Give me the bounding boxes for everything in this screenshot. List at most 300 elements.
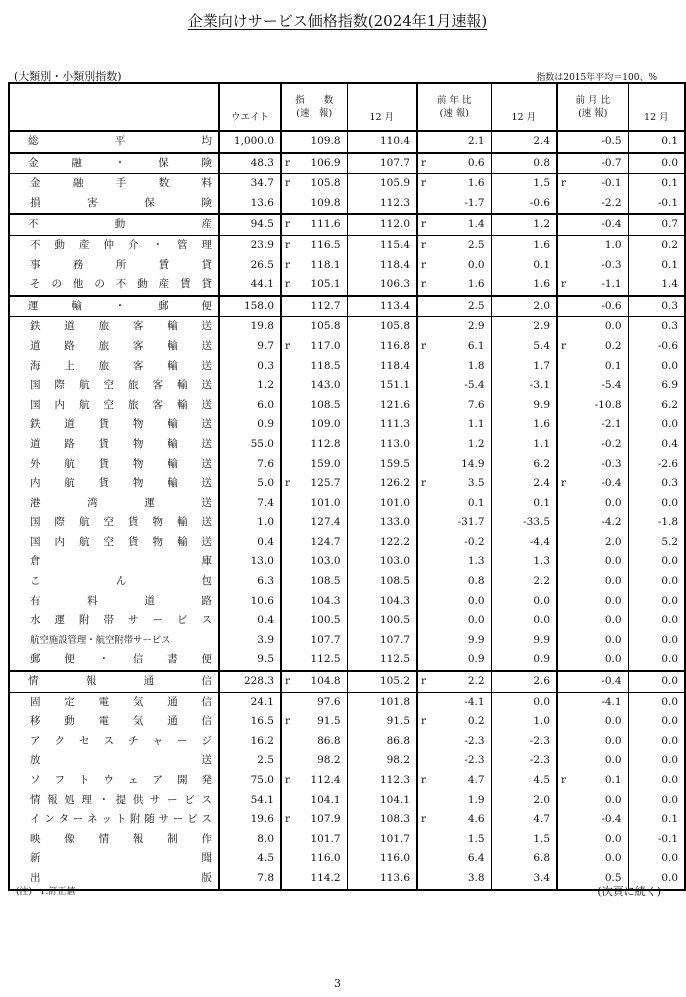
weight-value: 24.1	[219, 692, 281, 712]
category-name-char: 報	[132, 832, 144, 845]
category-name-char: 金	[28, 156, 39, 169]
category-name	[9, 235, 219, 255]
mom-dec-value: 6.9	[628, 376, 685, 396]
category-name-char: 旅	[98, 359, 110, 372]
revision-mark	[491, 791, 503, 811]
revision-mark	[491, 256, 503, 276]
index-value: 107.7	[310, 633, 341, 646]
price-index-table-container	[8, 82, 679, 891]
category-name-label	[28, 672, 212, 692]
mom-value: 0.1	[604, 774, 622, 786]
category-name-char: 航	[79, 398, 90, 411]
revision-mark: r	[417, 275, 429, 296]
category-name	[9, 396, 219, 416]
mom-value: -0.4	[601, 477, 622, 490]
yoy-value: -2.3	[464, 754, 485, 767]
yoy-dec-value: 0.0	[503, 692, 557, 712]
revision-mark	[491, 533, 503, 553]
category-name-char: 定	[64, 695, 75, 708]
mom-dec-value: 0.0	[628, 791, 685, 811]
category-name-char: 海	[30, 359, 41, 372]
table-row	[9, 849, 685, 869]
revision-mark	[281, 533, 293, 553]
category-name-char: 客	[132, 339, 144, 352]
category-name-char: 郵	[30, 653, 41, 666]
category-name	[9, 214, 219, 235]
category-name-char: 物	[132, 437, 144, 450]
category-name-char: ん	[115, 575, 127, 588]
category-name-char: 航	[79, 379, 90, 392]
category-name-label	[30, 611, 212, 631]
category-name-char: 理	[201, 238, 212, 251]
category-name-label	[30, 650, 212, 670]
revision-mark	[417, 396, 429, 416]
revision-mark: r	[281, 671, 293, 692]
category-name-text	[30, 174, 212, 194]
category-name-label	[30, 810, 212, 830]
category-name	[9, 830, 219, 850]
category-name-text	[30, 791, 212, 811]
category-name-char: 通	[167, 695, 178, 708]
yoy-value: 2.5	[429, 296, 491, 317]
category-name-char: 通	[167, 715, 178, 728]
yoy-dec-value: -2.3	[529, 754, 551, 767]
category-name-char: 附	[79, 614, 90, 627]
yoy-value: 6.1	[467, 339, 485, 352]
revision-mark	[491, 131, 503, 153]
weight-value: 8.0	[219, 830, 281, 850]
mom-dec-value: 0.0	[628, 692, 685, 712]
index-dec-value: 101.7	[347, 830, 417, 850]
index-dec-value: 151.1	[347, 376, 417, 396]
revision-mark	[281, 751, 293, 771]
revision-mark: r	[417, 174, 429, 194]
category-name-char: 通	[143, 675, 155, 688]
revision-mark	[491, 631, 503, 651]
category-name-char: 路	[201, 594, 212, 607]
table-row	[9, 631, 685, 651]
category-name-label	[30, 533, 212, 553]
revision-mark	[417, 296, 429, 317]
category-name-char: タ	[58, 813, 70, 826]
revision-mark	[557, 194, 569, 215]
category-name-char: 空	[103, 379, 114, 392]
category-name-char: 手	[115, 177, 127, 190]
category-name-char: 道	[64, 418, 75, 431]
index-dec-value: 133.0	[347, 513, 417, 533]
revision-mark	[417, 513, 429, 533]
category-name-char: 他	[72, 278, 84, 291]
table-row	[9, 337, 685, 357]
mom-value: 0.0	[604, 575, 622, 588]
index-value: 112.8	[310, 437, 341, 450]
revision-mark	[491, 671, 503, 692]
yoy-dec-value: 1.1	[533, 437, 551, 450]
category-name-char: 運	[54, 614, 65, 627]
index-value: 159.0	[310, 457, 341, 470]
yoy-dec-value: 6.2	[533, 457, 551, 470]
index-value: 109.8	[310, 135, 341, 147]
revision-mark	[491, 692, 503, 712]
category-name-char: ジ	[201, 734, 212, 747]
revision-mark	[281, 435, 293, 455]
revision-mark	[281, 376, 293, 396]
category-name-char: 損	[30, 196, 41, 209]
category-name	[9, 194, 219, 215]
index-dec-value: 116.8	[347, 337, 417, 357]
index-dec-value: 98.2	[347, 751, 417, 771]
category-name-char: 版	[201, 871, 212, 884]
weight-value: 0.4	[219, 611, 281, 631]
category-name-label	[30, 474, 212, 494]
table-row	[9, 317, 685, 337]
category-name-char: 数	[158, 177, 170, 190]
weight-value: 7.6	[219, 455, 281, 475]
revision-mark: r	[281, 235, 293, 255]
revision-mark: r	[281, 810, 293, 830]
category-name-char: 事	[30, 258, 41, 271]
mom-value: -10.8	[594, 398, 622, 411]
revision-mark	[281, 552, 293, 572]
revision-mark	[491, 194, 503, 215]
weight-value: 34.7	[219, 174, 281, 194]
category-name-label: 航空施設管理・航空附帯サービス	[30, 634, 171, 646]
revision-mark	[417, 131, 429, 153]
revision-mark: r	[281, 474, 293, 494]
revision-mark	[281, 357, 293, 377]
category-name-char: 路	[64, 339, 75, 352]
index-dec-value: 108.3	[347, 810, 417, 830]
revision-mark	[491, 494, 503, 514]
revision-mark	[281, 513, 293, 533]
index-dec-value: 126.2	[347, 474, 417, 494]
yoy-value: -4.1	[429, 692, 491, 712]
weight-value: 19.6	[219, 810, 281, 830]
revision-mark: r	[417, 771, 429, 791]
category-name-char: 送	[201, 320, 212, 333]
mom-value: -2.2	[601, 196, 622, 209]
index-dec-value: 104.1	[347, 791, 417, 811]
weight-value: 54.1	[219, 791, 281, 811]
yoy-dec-value: 1.6	[503, 235, 557, 255]
mom-value: -0.4	[601, 813, 622, 826]
revision-mark	[281, 732, 293, 752]
category-name-char: 害	[87, 196, 98, 209]
category-name-text	[30, 236, 212, 256]
index-dec-value: 118.4	[347, 256, 417, 276]
revision-mark	[491, 552, 503, 572]
category-name-char: 情	[28, 675, 39, 688]
category-name	[9, 357, 219, 377]
yoy-value: 2.2	[429, 671, 491, 692]
weight-value: 48.3	[219, 153, 281, 174]
index-dec-value: 113.6	[347, 869, 417, 890]
yoy-dec-value: -0.6	[529, 196, 551, 209]
yoy-dec-value: -33.5	[523, 516, 551, 529]
yoy-dec-value: 4.7	[533, 813, 551, 826]
mom-value: 0.2	[604, 339, 622, 352]
category-name-char: ー	[177, 734, 188, 747]
revision-mark	[417, 435, 429, 455]
index-value: 106.9	[293, 153, 347, 174]
category-name-char: 送	[201, 418, 212, 431]
category-name	[9, 791, 219, 811]
revision-mark	[491, 337, 503, 357]
revision-mark	[557, 376, 569, 396]
revision-mark	[281, 849, 293, 869]
category-name-char: 放	[30, 754, 41, 767]
yoy-dec-value: 2.4	[533, 135, 551, 147]
mom-dec-value: 0.0	[628, 650, 685, 671]
category-name	[9, 592, 219, 612]
category-name-char: 航	[79, 535, 90, 548]
yoy-dec-value: 0.1	[533, 258, 551, 271]
category-name-char: 運	[144, 496, 155, 509]
category-name-char: 動	[64, 715, 75, 728]
revision-mark	[417, 572, 429, 592]
category-name	[9, 810, 219, 830]
category-name-char: 介	[128, 238, 139, 251]
header-yoy: 前 年 比 (速 報)	[417, 83, 491, 131]
revision-mark	[557, 791, 569, 811]
yoy-value: 1.6	[467, 278, 485, 291]
category-name-text	[30, 849, 212, 869]
page-title: 企業向けサービス価格指数(2024年1月速報)	[187, 12, 488, 30]
revision-mark	[417, 830, 429, 850]
category-name-char: ・	[152, 238, 163, 251]
revision-mark	[281, 869, 293, 890]
category-name-char: 所	[115, 258, 127, 271]
mom-dec-value: 0.1	[628, 131, 685, 153]
category-name-char: 保	[144, 196, 155, 209]
category-name-char: 報	[47, 793, 58, 806]
category-name-char: 気	[132, 715, 144, 728]
category-name-label	[30, 572, 212, 592]
category-name-char: ク	[54, 734, 65, 747]
category-name-char: 映	[30, 832, 41, 845]
yoy-value: 1.9	[467, 793, 485, 806]
table-row	[9, 692, 685, 712]
yoy-dec-value: 0.1	[533, 496, 551, 509]
category-name-char: 運	[28, 299, 39, 312]
yoy-value: 2.9	[429, 317, 491, 337]
category-name-char: 産	[158, 278, 170, 291]
table-row	[9, 592, 685, 612]
category-name-text	[30, 693, 212, 713]
category-name-char: サ	[128, 614, 139, 627]
mom-value: 0.0	[604, 633, 622, 646]
revision-mark	[557, 671, 569, 692]
category-name-char: 出	[30, 871, 41, 884]
mom-dec-value: 0.0	[628, 572, 685, 592]
revision-mark	[557, 869, 569, 890]
yoy-dec-value: 4.5	[533, 774, 551, 786]
mom-value: 0.0	[604, 734, 622, 747]
index-dec-value: 101.0	[347, 494, 417, 514]
mom-value: 0.5	[604, 871, 622, 884]
table-row	[9, 732, 685, 752]
category-name-char: 貨	[98, 437, 110, 450]
yoy-dec-value: -2.3	[529, 734, 551, 747]
category-name	[9, 376, 219, 396]
category-name-char: 貸	[201, 258, 212, 271]
revision-mark: r	[281, 275, 293, 296]
index-value: 97.6	[293, 692, 347, 712]
mom-value: 0.0	[604, 832, 622, 845]
category-name-char: 信	[201, 695, 212, 708]
category-name	[9, 435, 219, 455]
mom-value: -0.5	[601, 135, 622, 147]
category-name-char: サ	[149, 793, 161, 806]
weight-value: 94.5	[219, 214, 281, 235]
yoy-dec-value: 3.4	[533, 871, 551, 884]
category-name	[9, 552, 219, 572]
index-value: 109.0	[310, 418, 341, 431]
category-name-text	[30, 275, 212, 295]
mom-dec-value: -0.6	[628, 337, 685, 357]
weight-value: 13.6	[219, 194, 281, 215]
yoy-value: 9.9	[467, 633, 485, 646]
mom-value: 1.0	[569, 235, 628, 255]
revision-mark	[557, 317, 569, 337]
category-name-char: 開	[177, 774, 188, 786]
category-name-char: ャ	[152, 734, 163, 747]
revision-mark	[491, 513, 503, 533]
category-name-char: 保	[158, 156, 169, 169]
index-dec-value: 100.5	[347, 611, 417, 631]
revision-mark	[281, 396, 293, 416]
category-name-char: 随	[144, 813, 155, 826]
index-value: 101.0	[310, 496, 341, 509]
category-name-char: ・	[114, 299, 126, 312]
revision-mark	[281, 631, 293, 651]
index-value: 125.7	[310, 477, 341, 490]
revision-mark	[417, 751, 429, 771]
category-name-char: 貨	[128, 516, 139, 529]
category-name-char: 物	[132, 457, 144, 470]
category-name-text	[30, 415, 212, 435]
category-name-text	[30, 650, 212, 670]
category-name-text	[30, 751, 212, 771]
category-name	[9, 131, 219, 153]
mom-value: -4.1	[569, 692, 628, 712]
category-name-char: ン	[44, 813, 55, 826]
mom-value: 0.0	[604, 852, 622, 865]
index-value: 101.7	[310, 832, 341, 845]
category-name-text	[28, 297, 212, 317]
index-dec-value: 110.4	[347, 131, 417, 153]
category-name-char: 送	[201, 496, 212, 509]
weight-value: 16.5	[219, 712, 281, 732]
category-name-label	[30, 415, 212, 435]
category-name-char: 輸	[177, 398, 188, 411]
category-name	[9, 650, 219, 671]
index-dec-value: 105.8	[347, 317, 417, 337]
mom-dec-value: 0.0	[628, 415, 685, 435]
category-name-char: 上	[64, 359, 75, 372]
yoy-dec-value: 1.6	[533, 278, 551, 291]
category-name-char: 客	[132, 320, 144, 333]
category-name-char: ス	[201, 793, 212, 806]
weight-value: 0.9	[219, 415, 281, 435]
mom-value: 0.0	[604, 793, 622, 806]
mom-dec-value: 0.0	[628, 631, 685, 651]
mom-dec-value: 6.2	[628, 396, 685, 416]
revision-mark	[281, 572, 293, 592]
weight-value: 158.0	[219, 296, 281, 317]
yoy-dec-value: 0.8	[503, 153, 557, 174]
revision-mark	[491, 317, 503, 337]
category-name-char: ト	[115, 813, 127, 826]
index-dec-value: 112.3	[347, 194, 417, 215]
category-name-char: 提	[115, 793, 127, 806]
index-value: 104.8	[293, 671, 347, 692]
category-name-label	[30, 693, 212, 713]
category-name-char: 貨	[128, 535, 139, 548]
category-name-char: 包	[201, 575, 212, 588]
category-name-char: 客	[132, 359, 144, 372]
category-name-char: 制	[167, 832, 178, 845]
category-name	[9, 174, 219, 194]
revision-mark	[417, 194, 429, 215]
category-name-label	[30, 435, 212, 455]
category-name	[9, 692, 219, 712]
yoy-dec-value: 2.6	[503, 671, 557, 692]
category-name-char: サ	[158, 813, 170, 826]
category-name-char: の	[51, 278, 62, 291]
yoy-value: 1.3	[467, 555, 485, 568]
category-name-char: ・	[114, 156, 126, 169]
yoy-value: 0.6	[429, 153, 491, 174]
index-dec-value: 112.5	[347, 650, 417, 671]
continued-note: (次頁に続く)	[597, 885, 661, 898]
category-name-char: セ	[79, 734, 90, 747]
mom-value: -0.4	[569, 671, 628, 692]
category-name-char: 動	[137, 278, 148, 291]
revision-mark	[281, 692, 293, 712]
table-row	[9, 494, 685, 514]
category-name-char: 送	[201, 398, 212, 411]
revision-mark	[557, 357, 569, 377]
index-dec-value: 113.0	[347, 435, 417, 455]
category-name-char: 険	[201, 156, 212, 169]
revision-mark	[557, 849, 569, 869]
table-group-row	[9, 131, 685, 153]
weight-value: 228.3	[219, 671, 281, 692]
category-name	[9, 849, 219, 869]
revision-mark	[417, 732, 429, 752]
category-name-char: 倉	[30, 555, 41, 568]
table-row	[9, 435, 685, 455]
category-name-char: 物	[132, 477, 144, 490]
table-row	[9, 552, 685, 572]
category-name	[9, 337, 219, 357]
yoy-dec-value: 2.2	[533, 575, 551, 588]
category-name-text	[30, 830, 212, 850]
category-name-char: 気	[132, 695, 144, 708]
mom-dec-value: 0.3	[628, 296, 685, 317]
revision-mark	[557, 810, 569, 830]
category-name-label	[30, 712, 212, 732]
category-name-char: 発	[201, 774, 212, 786]
category-name-char: 外	[30, 457, 41, 470]
revision-mark	[491, 771, 503, 791]
category-name-char: 送	[201, 359, 212, 372]
category-name-char: 固	[30, 695, 41, 708]
category-name-char: 内	[54, 535, 65, 548]
category-name-char: 内	[54, 398, 65, 411]
category-name-text	[30, 435, 212, 455]
